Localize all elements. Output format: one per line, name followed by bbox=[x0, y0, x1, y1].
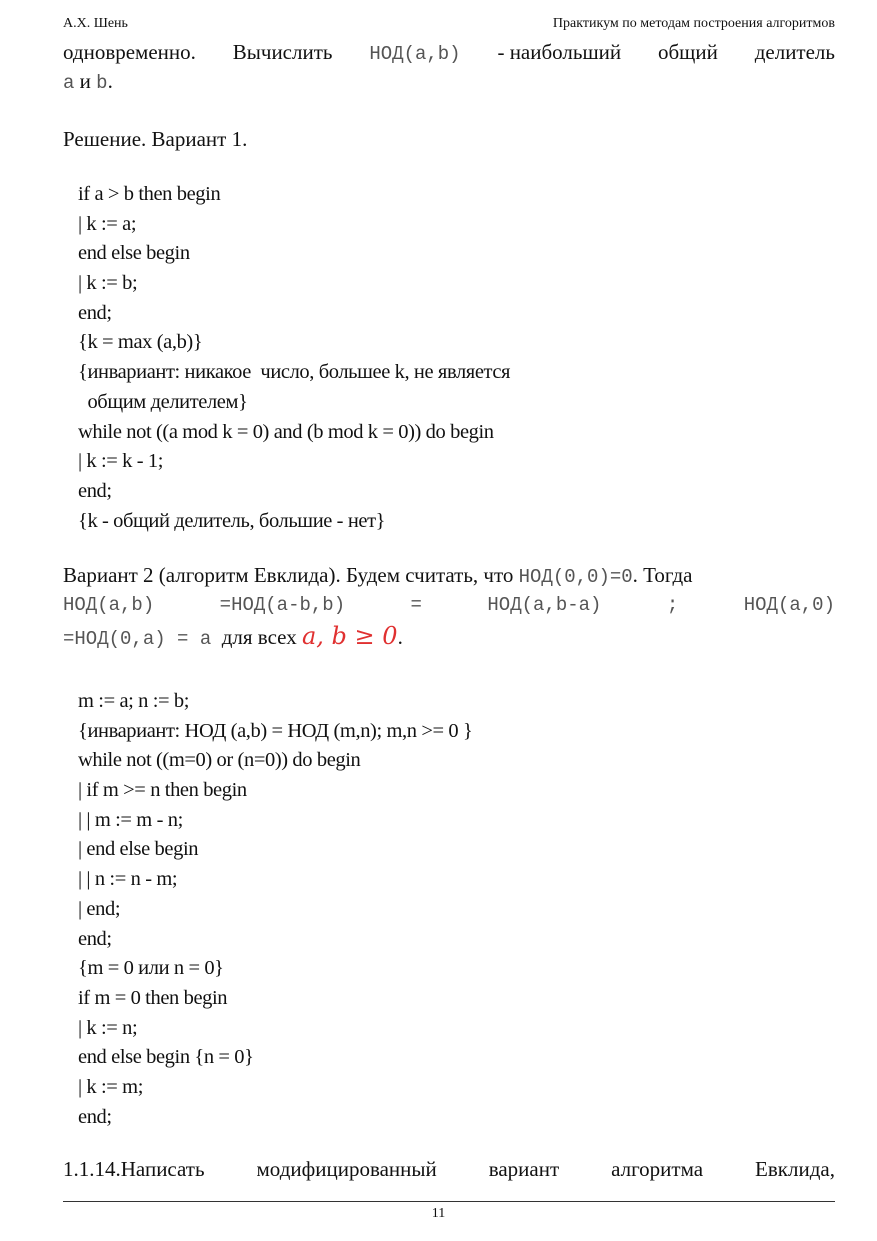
code-line: | k := n; bbox=[78, 1016, 138, 1039]
formula: ; bbox=[666, 594, 679, 616]
code-line: if a > b then begin bbox=[78, 183, 221, 205]
word: 1.1.14.Написать bbox=[63, 1157, 205, 1181]
code-block-variant-2 bbox=[78, 687, 472, 1132]
next-task-paragraph bbox=[63, 1157, 835, 1182]
word: . Тогда bbox=[632, 563, 693, 587]
code-line: if m = 0 then begin bbox=[78, 986, 228, 1009]
punct: . bbox=[107, 69, 113, 93]
code-line: end; bbox=[78, 927, 112, 950]
header-book-title: Практикум по методам построения алгоритмов bbox=[552, 16, 835, 31]
formula: = bbox=[410, 594, 422, 616]
code-line: end; bbox=[78, 1105, 112, 1128]
intro-line-2 bbox=[63, 69, 835, 94]
code-line: | end; bbox=[78, 897, 121, 920]
word: модифицированный bbox=[256, 1157, 437, 1181]
code-line: {инвариант: НОД (a,b) = НОД (m,n); m,n >= 0 } bbox=[78, 719, 473, 742]
code-line: m := a; n := b; bbox=[78, 690, 190, 712]
code-block-variant-1 bbox=[78, 180, 510, 536]
code-line: | if m >= n then begin bbox=[78, 779, 247, 802]
word: и bbox=[74, 69, 97, 93]
code-line: | k := k - 1; bbox=[78, 450, 164, 473]
code-line: | | m := m - n; bbox=[78, 808, 183, 831]
code-line: | k := m; bbox=[78, 1075, 144, 1098]
next-task-line bbox=[63, 1157, 835, 1182]
word: делитель bbox=[754, 40, 835, 64]
word: для всех bbox=[221, 625, 297, 649]
code-line: общим делителем} bbox=[78, 390, 248, 413]
code-line: {k - общий делитель, большие - нет} bbox=[78, 509, 386, 532]
code-line: end; bbox=[78, 301, 112, 324]
word: Евклида, bbox=[755, 1157, 835, 1181]
variant-2-paragraph bbox=[63, 563, 835, 650]
code-line: | end else begin bbox=[78, 838, 199, 861]
variant-2-line-2 bbox=[63, 594, 835, 616]
code-line: while not ((m=0) or (n=0)) do begin bbox=[78, 749, 361, 772]
word: - наибольший bbox=[497, 40, 622, 64]
code-line: | k := b; bbox=[78, 272, 138, 295]
word: одновременно. bbox=[63, 40, 196, 64]
code-line: {k = max (a,b)} bbox=[78, 331, 203, 354]
formula-nod-00: НОД(0,0)=0 bbox=[518, 566, 633, 588]
code-line: | k := a; bbox=[78, 212, 137, 235]
formula: =НОД(0,a) = a bbox=[63, 628, 212, 650]
variant-2-line-3 bbox=[63, 622, 835, 650]
formula-image: a, b ≥ 0 bbox=[301, 622, 398, 650]
solution-heading: Решение. Вариант 1. bbox=[63, 127, 248, 151]
code-line: while not ((a mod k = 0) and (b mod k = 0)) do begin bbox=[78, 420, 494, 443]
word: Вариант 2 (алгоритм Евклида). Будем считать, что bbox=[63, 563, 519, 587]
word: Вычислить bbox=[232, 40, 333, 64]
formula: =НОД(a-b,b) bbox=[219, 594, 346, 616]
formula: НОД(a,b) bbox=[63, 594, 155, 616]
var-a: a bbox=[63, 72, 75, 94]
code-line: end; bbox=[78, 479, 112, 502]
code-line: {инвариант: никакое число, большее k, не является bbox=[78, 361, 511, 384]
code-line: end else begin {n = 0} bbox=[78, 1046, 254, 1069]
formula: НОД(a,b-a) bbox=[487, 594, 602, 616]
page-number: 11 bbox=[431, 1206, 446, 1221]
text-run bbox=[63, 563, 692, 588]
intro-line-1 bbox=[63, 40, 835, 65]
footer-rule bbox=[63, 1201, 835, 1202]
code-line: end else begin bbox=[78, 242, 190, 265]
code-line: | | n := n - m; bbox=[78, 868, 178, 891]
word: общий bbox=[657, 40, 718, 64]
formula-nod-ab: НОД(a,b) bbox=[369, 43, 461, 65]
formula: НОД(a,0) bbox=[743, 594, 835, 616]
punct: . bbox=[397, 625, 403, 649]
header-author: А.Х. Шень bbox=[63, 16, 128, 31]
word: алгоритма bbox=[611, 1157, 704, 1181]
intro-paragraph bbox=[63, 40, 835, 94]
word: вариант bbox=[488, 1157, 560, 1181]
code-line: {m = 0 или n = 0} bbox=[78, 957, 224, 980]
var-b: b bbox=[96, 72, 108, 94]
variant-2-line-1 bbox=[63, 563, 835, 588]
